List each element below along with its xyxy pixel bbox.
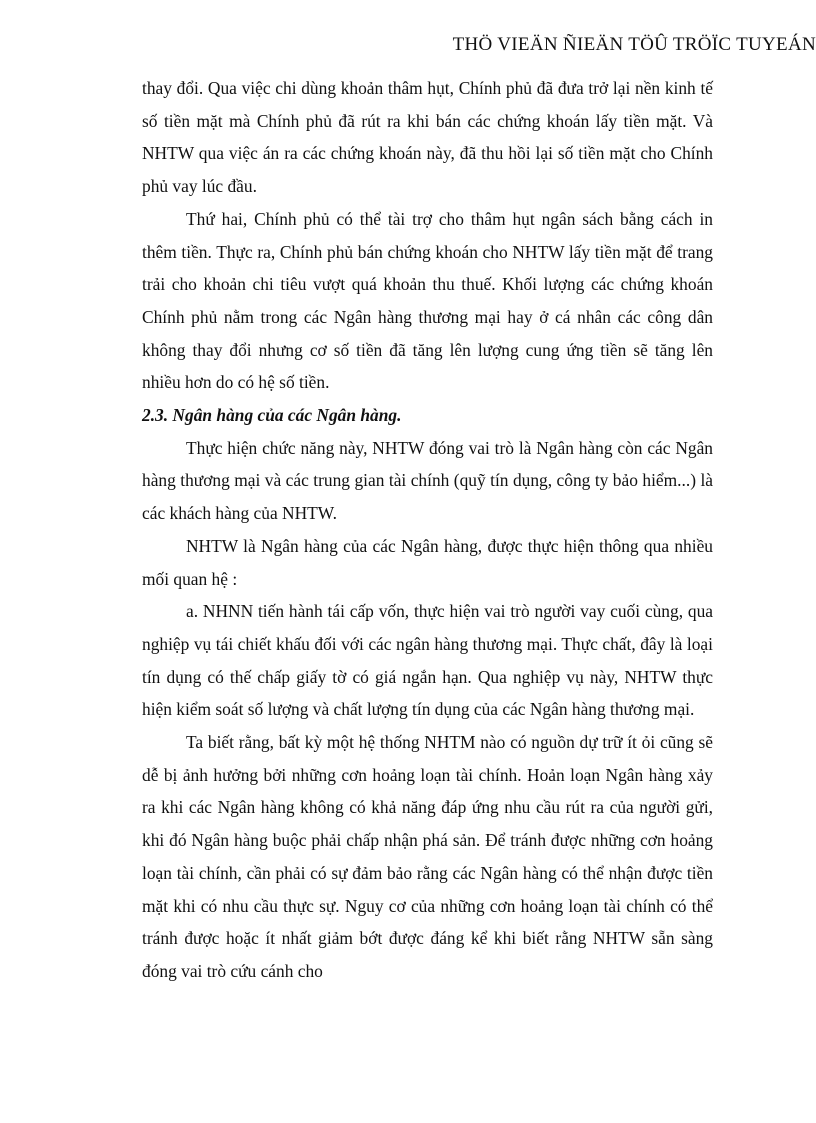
paragraph-continuation: thay đổi. Qua việc chi dùng khoản thâm hụt, Chính phủ đã đưa trở lại nền kinh tế số tiền mặt mà Chính phủ đã rút ra khi bán các chứng khoán lấy tiền mặt. Và NHTW qua việc án ra các chứng khoán này, đã thu hồi lại số tiền mặt cho Chính phủ vay lúc đầu.	[142, 78, 713, 197]
document-body	[142, 72, 713, 988]
paragraph-bank-of-banks-role: Thực hiện chức năng này, NHTW đóng vai trò là Ngân hàng còn các Ngân hàng thương mại và các trung gian tài chính (quỹ tín dụng, công ty bảo hiểm...) là các khách hàng của NHTW.	[142, 437, 713, 524]
page-header-title: THÖ VIEÄN ÑIEÄN TÖÛ TRÖÏC TUYEÁN	[452, 34, 816, 55]
section-heading-2-3: 2.3. Ngân hàng của các Ngân hàng.	[142, 405, 402, 426]
paragraph-relationships-intro: NHTW là Ngân hàng của các Ngân hàng, được thực hiện thông qua nhiều mối quan hệ :	[142, 535, 713, 589]
paragraph-financing-by-printing: Thứ hai, Chính phủ có thể tài trợ cho thâm hụt ngân sách bằng cách in thêm tiền. Thực ra, Chính phủ bán chứng khoán cho NHTW lấy tiền mặt để trang trải cho khoản chi tiêu vượt quá khoản thu thuế. Khối lượng các chứng khoán Chính phủ nằm trong các Ngân hàng thương mại hay ở cá nhân các công dân không thay đổi nhưng cơ số tiền đã tăng lên lượng cung ứng tiền sẽ tăng lên nhiều hơn do có hệ số tiền.	[142, 208, 713, 393]
paragraph-financial-panic: Ta biết rằng, bất kỳ một hệ thống NHTM nào có nguồn dự trữ ít ỏi cũng sẽ dễ bị ảnh hưởng bởi những cơn hoảng loạn tài chính. Hoản loạn Ngân hàng xảy ra khi các Ngân hàng không có khả năng đáp ứng nhu cầu rút ra của người gửi, khi đó Ngân hàng buộc phải chấp nhận phá sản. Để tránh được những cơn hoảng loạn tài chính, cần phải có sự đảm bảo rằng các Ngân hàng có thể nhận được tiền mặt khi có nhu cầu thực sự. Nguy cơ của những cơn hoảng loạn tài chính có thể tránh được hoặc ít nhất giảm bớt được đáng kể khi biết rằng NHTW sẵn sàng đóng vai trò cứu cánh cho	[142, 732, 713, 981]
paragraph-item-a-refinancing: a. NHNN tiến hành tái cấp vốn, thực hiện vai trò người vay cuối cùng, qua nghiệp vụ tái chiết khấu đối với các ngân hàng thương mại. Thực chất, đây là loại tín dụng có thế chấp giấy tờ có giá ngắn hạn. Qua nghiệp vụ này, NHTW thực hiện kiểm soát số lượng và chất lượng tín dụng của các Ngân hàng thương mại.	[142, 601, 713, 720]
